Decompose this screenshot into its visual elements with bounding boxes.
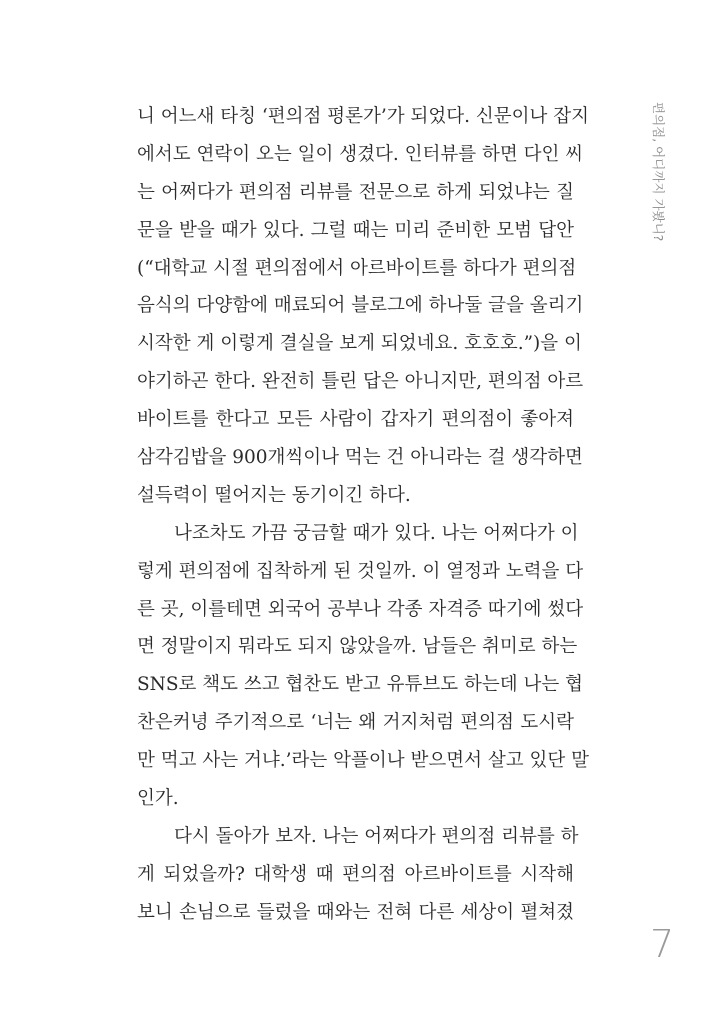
text-line: 시작한 게 이렇게 결실을 보게 되었네요. 호호호.”)을 이	[137, 333, 582, 355]
text-line: 음식의 다양함에 매료되어 블로그에 하나둘 글을 올리기	[137, 295, 584, 317]
text-line: 게 되었을까? 대학생 때 편의점 아르바이트를 시작해	[137, 863, 574, 885]
text-line: 나조차도 가끔 궁금할 때가 있다. 나는 어쩌다가 이	[174, 522, 579, 544]
text-line: 른 곳, 이를테면 외국어 공부나 각종 자격증 따기에 썼다	[137, 598, 584, 620]
running-head: 편의점, 어디까지 가봤니?	[651, 102, 666, 242]
text-line: 바이트를 한다고 모든 사람이 갑자기 편의점이 좋아져	[137, 409, 574, 431]
page-number: 7	[650, 922, 675, 966]
text-line: 에서도 연락이 오는 일이 생겼다. 인터뷰를 하면 다인 씨	[137, 143, 584, 165]
text-line: 렇게 편의점에 집착하게 된 것일까. 이 열정과 노력을 다	[137, 560, 584, 582]
text-line: 면 정말이지 뭐라도 되지 않았을까. 남들은 취미로 하는	[137, 636, 578, 658]
body-text	[137, 98, 589, 932]
text-line: 삼각김밥을 900개씩이나 먹는 건 아니라는 걸 생각하면	[137, 447, 583, 469]
text-line: 는 어쩌다가 편의점 리뷰를 전문으로 하게 되었냐는 질	[137, 181, 574, 203]
text-line: 보니 손님으로 들렀을 때와는 전혀 다른 세상이 펼쳐졌	[137, 901, 574, 923]
text-line: 설득력이 떨어지는 동기이긴 하다.	[137, 484, 411, 506]
text-line: 다시 돌아가 보자. 나는 어쩌다가 편의점 리뷰를 하	[174, 825, 579, 847]
text-line: 찬은커녕 주기적으로 ‘너는 왜 거지처럼 편의점 도시락	[137, 712, 574, 734]
text-line: 니 어느새 타칭 ‘편의점 평론가’가 되었다. 신문이나 잡지	[137, 106, 589, 127]
text-line: 만 먹고 사는 거냐.’라는 악플이나 받으면서 살고 있단 말	[137, 750, 589, 772]
text-line: 문을 받을 때가 있다. 그럴 때는 미리 준비한 모범 답안	[137, 219, 574, 241]
text-line: SNS로 책도 쓰고 협찬도 받고 유튜브도 하는데 나는 협	[137, 674, 584, 696]
text-line: 야기하곤 한다. 완전히 틀린 답은 아니지만, 편의점 아르	[137, 371, 584, 393]
text-line: 인가.	[137, 788, 179, 810]
text-line: (“대학교 시절 편의점에서 아르바이트를 하다가 편의점	[137, 257, 577, 279]
